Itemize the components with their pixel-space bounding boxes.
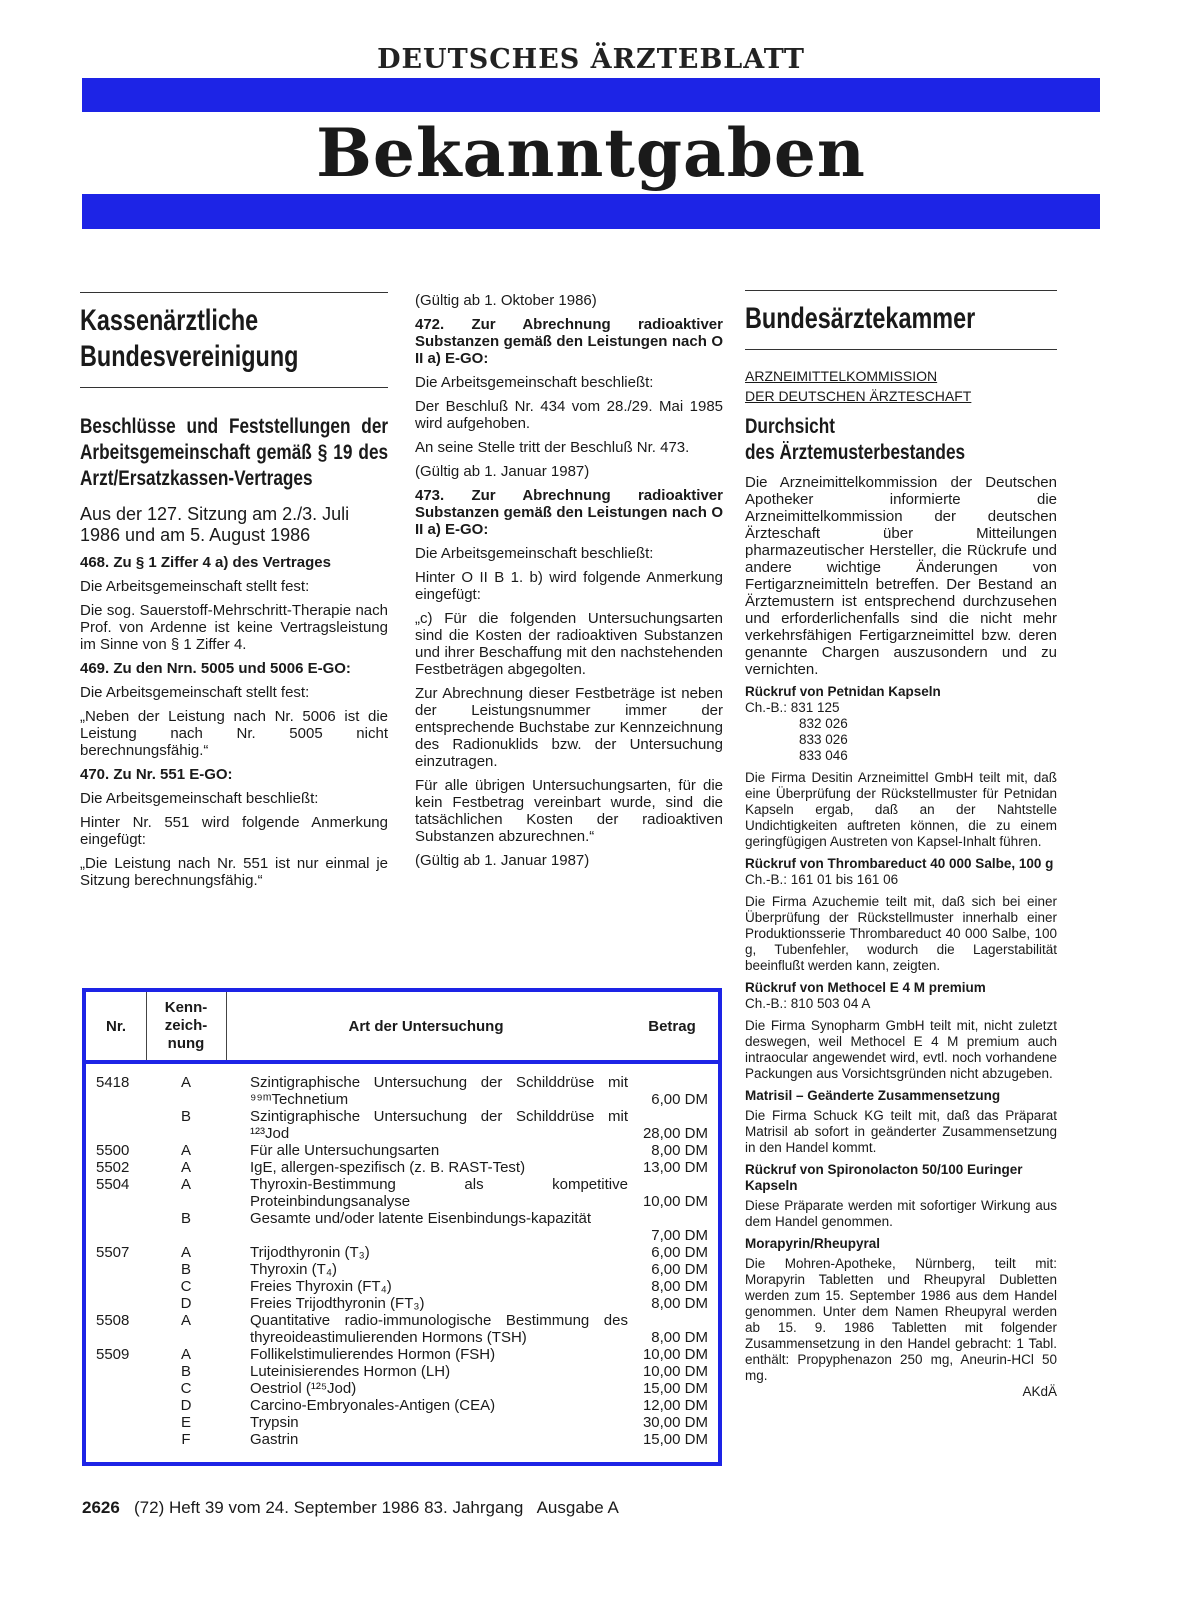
paragraph: (Gültig ab 1. Oktober 1986) xyxy=(415,292,597,309)
cell-kennzeichnung: A xyxy=(180,1142,191,1159)
charge-number: 832 026 xyxy=(799,716,848,731)
page-footer xyxy=(82,1498,619,1518)
paragraph: Hinter Nr. 551 wird folgende Anmerkung eingefügt: xyxy=(80,814,388,848)
cell-kennzeichnung: A xyxy=(180,1074,191,1091)
paragraph: (Gültig ab 1. Januar 1987) xyxy=(415,852,590,869)
cell-art: Gastrin xyxy=(250,1431,299,1448)
article-headline: Beschlüsse und Feststellungen der Arbeitsgemeinschaft gemäß § 19 des Arzt/Ersatzkassen-Vertrages xyxy=(80,415,389,490)
column-baek xyxy=(745,290,1057,1400)
cell-kennzeichnung: B xyxy=(180,1108,191,1125)
item-title: Rückruf von Methocel E 4 M premium xyxy=(745,980,986,995)
column-kbv xyxy=(80,292,388,896)
article-lead: Aus der 127. Sitzung am 2./3. Juli 1986 und am 5. August 1986 xyxy=(80,504,350,545)
item-text: Die Firma Desitin Arzneimittel GmbH teilt mit, daß eine Überprüfung der Rückstellmuster für Petnidan Kapseln ergab, daß an der Nahtstelle Undichtigkeiten auftreten können, die zu einem geringfügigen Austreten von Kapsel-Inhalt führen. xyxy=(745,770,1057,849)
item-title: Morapyrin/Rheupyral xyxy=(745,1236,881,1251)
table-row xyxy=(86,1363,718,1380)
header-betrag: Betrag xyxy=(648,1017,696,1035)
cell-betrag: 15,00 DM xyxy=(642,1380,708,1397)
item-text: Diese Präparate werden mit sofortiger Wirkung aus dem Handel genommen. xyxy=(745,1198,1057,1229)
item-text xyxy=(745,1256,1057,1384)
item-text-body: Die Mohren-Apotheke, Nürnberg, teilt mit: Morapyrin Tabletten und Rheupyral Dubletten werden zum 15. September 1986 aus dem Handel genommen. Unter dem Namen Rheupyral werden ab 15. 9. 1986 Tabletten mit folgender Zusammensetzung in den Handel gebracht: 1 Tabl. enthält: Propyphenazon 250 mg, Aneurin-HCl 50 mg. xyxy=(745,1256,1057,1383)
cell-kennzeichnung: A xyxy=(180,1176,191,1193)
cell-nr: 5508 xyxy=(96,1312,130,1329)
cell-kennzeichnung: B xyxy=(180,1261,191,1278)
rule-under-org xyxy=(80,387,388,388)
table-row xyxy=(86,1261,718,1278)
paragraph: An seine Stelle tritt der Beschluß Nr. 473. xyxy=(415,439,690,456)
cell-art: Freies Thyroxin (FT₄) xyxy=(250,1278,392,1295)
cell-nr: 5502 xyxy=(96,1159,130,1176)
column-continued xyxy=(415,292,723,876)
cell-art: Gesamte und/oder latente Eisenbindungs-kapazität xyxy=(250,1210,592,1227)
cell-betrag: 30,00 DM xyxy=(642,1414,708,1431)
cell-kennzeichnung: B xyxy=(180,1363,191,1380)
cell-betrag: 7,00 DM xyxy=(651,1227,708,1244)
table-row xyxy=(86,1380,718,1397)
resolution-heading: 470. Zu Nr. 551 E-GO: xyxy=(80,766,233,783)
resolution-heading: 473. Zur Abrechnung radioaktiver Substanzen gemäß den Leistungen nach O II a) E-GO: xyxy=(415,487,723,538)
table-row xyxy=(86,1176,718,1210)
table-row xyxy=(86,1397,718,1414)
paragraph: Für alle übrigen Untersuchungsarten, für die kein Festbetrag vereinbart wurde, sind die tatsächlichen Kosten der radioaktiven Substanzen abzurechnen.“ xyxy=(415,777,723,845)
paragraph: Die sog. Sauerstoff-Mehrschritt-Therapie nach Prof. von Ardenne ist keine Vertragsleistung im Sinne von § 1 Ziffer 4. xyxy=(80,602,388,653)
cell-kennzeichnung: A xyxy=(180,1244,191,1261)
paragraph: Die Arbeitsgemeinschaft stellt fest: xyxy=(80,578,310,595)
table-row xyxy=(86,1108,718,1142)
cell-art: Carcino-Embryonales-Antigen (CEA) xyxy=(250,1397,496,1414)
cell-betrag: 6,00 DM xyxy=(651,1261,708,1278)
rule-top xyxy=(80,292,388,293)
table-row xyxy=(86,1159,718,1176)
cell-kennzeichnung: A xyxy=(180,1159,191,1176)
paragraph: „c) Für die folgenden Untersuchungsarten sind die Kosten der radioaktiven Substanzen und ihrer Beschaffung mit den nachstehenden Festbeträgen abgegolten. xyxy=(415,610,723,678)
paragraph: Die Arbeitsgemeinschaft beschließt: xyxy=(80,790,319,807)
cell-art: Oestriol (¹²⁵Jod) xyxy=(250,1380,357,1397)
cell-betrag: 8,00 DM xyxy=(651,1295,708,1312)
table-row xyxy=(86,1295,718,1312)
table-row xyxy=(86,1278,718,1295)
fee-table xyxy=(82,988,722,1466)
charge-list xyxy=(745,716,1057,764)
table-row xyxy=(86,1074,718,1108)
kicker-line2: DER DEUTSCHEN ÄRZTESCHAFT xyxy=(745,388,972,404)
cell-nr: 5504 xyxy=(96,1176,130,1193)
cell-betrag: 6,00 DM xyxy=(651,1244,708,1261)
item-title: Rückruf von Thrombareduct 40 000 Salbe, 100 g xyxy=(745,856,1054,871)
cell-betrag: 8,00 DM xyxy=(651,1329,708,1346)
cell-art: Szintigraphische Untersuchung der Schilddrüse mit ¹²³Jod xyxy=(250,1108,628,1142)
signature: AKdÄ xyxy=(1022,1384,1057,1399)
charge-number: Ch.-B.: 161 01 bis 161 06 xyxy=(745,872,899,887)
paragraph: Die Arbeitsgemeinschaft beschließt: xyxy=(415,374,654,391)
org-name-line1: Kassenärztliche xyxy=(80,304,259,337)
cell-betrag: 10,00 DM xyxy=(642,1363,708,1380)
cell-kennzeichnung: C xyxy=(180,1278,192,1295)
header-art: Art der Untersuchung xyxy=(348,1017,504,1035)
article-body xyxy=(80,554,388,889)
cell-art: Trijodthyronin (T₃) xyxy=(250,1244,370,1261)
section-title: Bekanntgaben xyxy=(316,114,866,192)
cell-kennzeichnung: B xyxy=(180,1210,191,1227)
resolution-heading: 468. Zu § 1 Ziffer 4 a) des Vertrages xyxy=(80,554,331,571)
rule-under-org xyxy=(745,349,1057,350)
paragraph: Der Beschluß Nr. 434 vom 28./29. Mai 1985 wird aufgehoben. xyxy=(415,398,723,432)
cell-kennzeichnung: D xyxy=(180,1295,192,1312)
table-row xyxy=(86,1346,718,1363)
cell-kennzeichnung: C xyxy=(180,1380,192,1397)
page-number: 2626 xyxy=(82,1498,120,1517)
rule-top xyxy=(745,290,1057,291)
paragraph: Zur Abrechnung dieser Festbeträge ist neben der Leistungsnummer immer der entsprechende Buchstabe zur Kennzeichnung des Radionuklids bzw. der Untersuchung einzutragen. xyxy=(415,685,723,770)
kicker-line1: ARZNEIMITTELKOMMISSION xyxy=(745,368,938,384)
cell-betrag: 10,00 DM xyxy=(642,1193,708,1210)
cell-betrag: 28,00 DM xyxy=(642,1125,708,1142)
charge-number: Ch.-B.: 810 503 04 A xyxy=(745,996,871,1011)
item-text: Die Firma Synopharm GmbH teilt mit, nicht zuletzt deswegen, weil Methocel E 4 M premium auch intraocular angewendet wird, evtl. noch vorhandene Packungen aus Vorsichtsgründen nicht abzugeben. xyxy=(745,1018,1057,1081)
article-body-continued xyxy=(415,292,723,869)
paragraph: Die Arbeitsgemeinschaft stellt fest: xyxy=(80,684,310,701)
cell-art: Freies Trijodthyronin (FT₃) xyxy=(250,1295,425,1312)
item-text: Die Firma Azuchemie teilt mit, daß sich bei einer Überprüfung der Rückstellmuster innerhalb einer Produktionsserie Thrombareduct 40 000 Salbe, 100 g, Tubenfehler, wodurch die Lagerstabilität beeinflußt werden kann, zeigten. xyxy=(745,894,1057,973)
table-row xyxy=(86,1431,718,1448)
cell-nr: 5507 xyxy=(96,1244,130,1261)
cell-art: Quantitative radio-immunologische Bestimmung des thyreoideastimulierenden Hormons (TSH) xyxy=(250,1312,628,1346)
paragraph: „Neben der Leistung nach Nr. 5006 ist die Leistung nach Nr. 5005 nicht berechnungsfähig.“ xyxy=(80,708,388,759)
table-row xyxy=(86,1210,718,1244)
cell-kennzeichnung: E xyxy=(180,1414,191,1431)
charge-number: 833 046 xyxy=(799,748,848,763)
cell-art: Szintigraphische Untersuchung der Schilddrüse mit ⁹⁹ᵐTechnetium xyxy=(250,1074,628,1108)
paragraph: (Gültig ab 1. Januar 1987) xyxy=(415,463,590,480)
cell-betrag: 12,00 DM xyxy=(642,1397,708,1414)
paragraph: „Die Leistung nach Nr. 551 ist nur einmal je Sitzung berechnungsfähig.“ xyxy=(80,855,388,889)
cell-betrag: 8,00 DM xyxy=(651,1142,708,1159)
table-row xyxy=(86,1142,718,1159)
org-name: Bundesärztekammer xyxy=(745,302,976,335)
item-title: Rückruf von Spironolacton 50/100 Euringer Kapseln xyxy=(745,1162,1023,1193)
cell-nr: 5500 xyxy=(96,1142,130,1159)
cell-art: IgE, allergen-spezifisch (z. B. RAST-Test) xyxy=(250,1159,526,1176)
cell-nr: 5509 xyxy=(96,1346,130,1363)
item-title: Matrisil – Geänderte Zusammensetzung xyxy=(745,1088,1001,1103)
org-name-line2: Bundesvereinigung xyxy=(80,340,299,373)
cell-betrag: 6,00 DM xyxy=(651,1091,708,1108)
header-nr: Nr. xyxy=(105,1017,126,1035)
table-body xyxy=(86,1074,718,1448)
lead-text: Die Arzneimittelkommission der Deutschen Apotheker informierte die Arzneimittelkommission der deutschen Ärzteschaft über Mitteilungen pharmazeutischer Hersteller, die Rückrufe und andere wichtige Änderungen von Fertigarzneimitteln betreffen. Der Bestand an Ärztemustern ist entsprechend durchzusehen und erforderlichenfalls sind die nicht mehr verkehrsfähigen Fertigarzneimittel bzw. deren genannte Chargen auszusondern und zu vernichten. xyxy=(745,474,1057,678)
cell-betrag: 10,00 DM xyxy=(642,1346,708,1363)
blue-band-top xyxy=(82,78,1100,112)
journal-title: DEUTSCHES ÄRZTEBLATT xyxy=(377,44,805,75)
table-row xyxy=(86,1244,718,1261)
issue-info: (72) Heft 39 vom 24. September 1986 83. Jahrgang Ausgabe A xyxy=(134,1498,619,1517)
headline-line1: Durchsicht xyxy=(745,415,835,438)
cell-art: Luteinisierendes Hormon (LH) xyxy=(250,1363,451,1380)
cell-art: Follikelstimulierendes Hormon (FSH) xyxy=(250,1346,496,1363)
cell-art: Thyroxin-Bestimmung als kompetitive Proteinbindungsanalyse xyxy=(250,1176,628,1210)
cell-kennzeichnung: D xyxy=(180,1397,192,1414)
resolution-heading: 472. Zur Abrechnung radioaktiver Substanzen gemäß den Leistungen nach O II a) E-GO: xyxy=(415,316,723,367)
table-row xyxy=(86,1312,718,1346)
cell-kennzeichnung: F xyxy=(181,1431,191,1448)
charge-number: Ch.-B.: 831 125 xyxy=(745,700,840,715)
cell-betrag: 13,00 DM xyxy=(642,1159,708,1176)
blue-band-bottom xyxy=(82,194,1100,229)
table-header xyxy=(86,992,718,1064)
paragraph: Hinter O II B 1. b) wird folgende Anmerkung eingefügt: xyxy=(415,569,723,603)
item-text: Die Firma Schuck KG teilt mit, daß das Präparat Matrisil ab sofort in geänderter Zusammensetzung in den Handel kommt. xyxy=(745,1108,1057,1155)
cell-kennzeichnung: A xyxy=(180,1346,191,1363)
headline-line2: des Ärztemusterbestandes xyxy=(745,441,966,464)
cell-kennzeichnung: A xyxy=(180,1312,191,1329)
cell-art: Trypsin xyxy=(250,1414,299,1431)
cell-art: Thyroxin (T₄) xyxy=(250,1261,337,1278)
cell-betrag: 15,00 DM xyxy=(642,1431,708,1448)
header-kennzeichnung: Kenn- zeich- nung xyxy=(164,999,208,1052)
charge-number: 833 026 xyxy=(799,732,848,747)
cell-nr: 5418 xyxy=(96,1074,130,1091)
cell-betrag: 8,00 DM xyxy=(651,1278,708,1295)
resolution-heading: 469. Zu den Nrn. 5005 und 5006 E-GO: xyxy=(80,660,351,677)
masthead xyxy=(82,44,1100,232)
cell-art: Für alle Untersuchungsarten xyxy=(250,1142,440,1159)
table-row xyxy=(86,1414,718,1431)
item-title: Rückruf von Petnidan Kapseln xyxy=(745,684,941,699)
paragraph: Die Arbeitsgemeinschaft beschließt: xyxy=(415,545,654,562)
